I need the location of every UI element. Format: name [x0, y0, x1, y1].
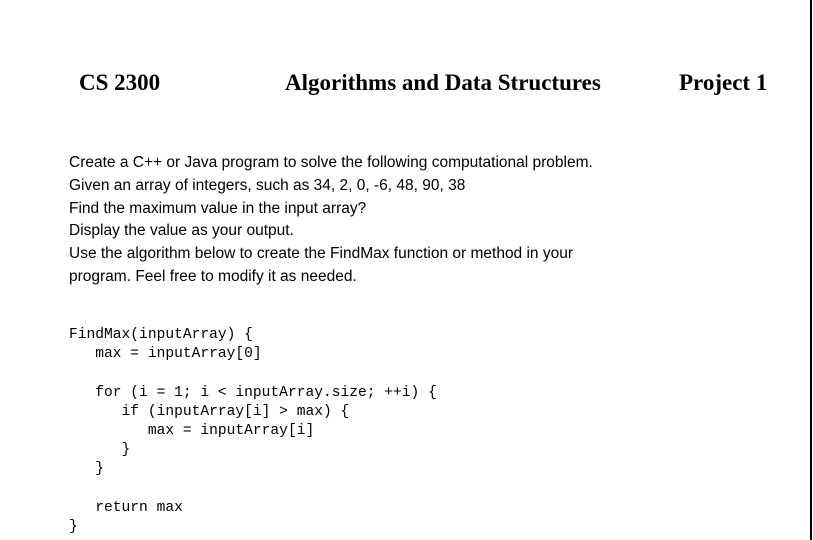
code-line: if (inputArray[i] > max) { — [69, 403, 350, 420]
code-line: FindMax(inputArray) { — [69, 327, 253, 343]
instruction-line: Given an array of integers, such as 34, 2, 0, -6, 48, 90, 38 — [69, 176, 466, 194]
instruction-line: Display the value as your output. — [69, 222, 294, 240]
code-line: } — [69, 461, 105, 478]
code-line — [69, 480, 437, 499]
course-title: Algorithms and Data Structures — [285, 70, 601, 95]
code-line: } — [69, 442, 131, 459]
page-right-border — [810, 0, 812, 540]
instruction-line: program. Feel free to modify it as needed. — [69, 267, 357, 285]
document-header — [0, 70, 810, 104]
code-line: for (i = 1; i < inputArray.size; ++i) { — [69, 384, 437, 401]
instruction-line: Use the algorithm below to create the FindMax function or method in your — [69, 245, 574, 263]
code-line: return max — [69, 499, 183, 516]
code-line: max = inputArray[i] — [69, 422, 315, 439]
project-label: Project 1 — [679, 70, 768, 95]
code-line — [69, 364, 437, 383]
code-line: } — [69, 518, 78, 535]
course-code: CS 2300 — [79, 70, 161, 95]
instruction-line: Create a C++ or Java program to solve the following computational problem. — [69, 154, 593, 171]
instruction-line: Find the maximum value in the input array? — [69, 199, 367, 217]
instructions-block — [69, 152, 799, 289]
pseudocode-block — [69, 326, 437, 537]
code-line: max = inputArray[0] — [69, 346, 262, 363]
